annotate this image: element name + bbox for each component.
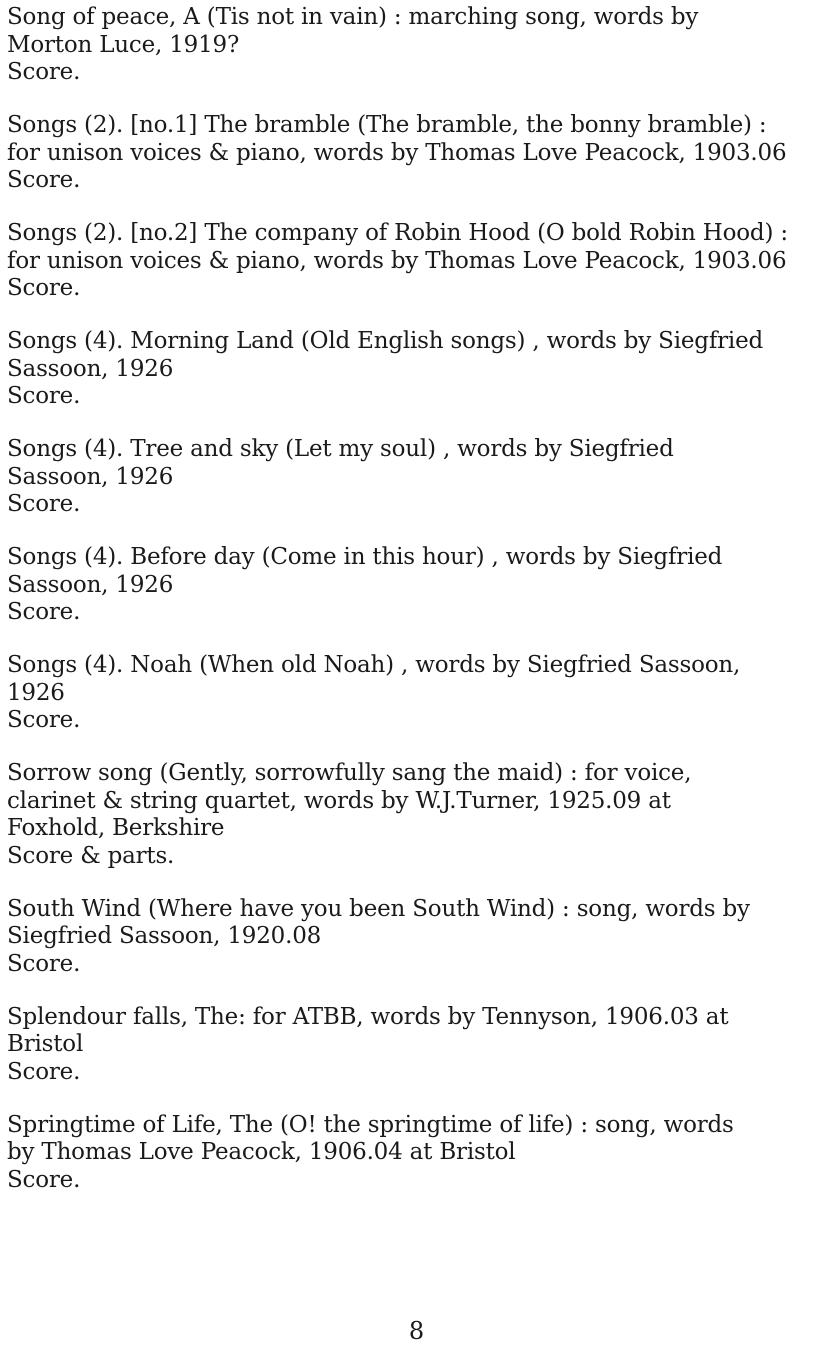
entry-format: Score.	[7, 707, 81, 733]
catalogue-entry	[7, 4, 829, 87]
entry-format: Score.	[7, 167, 81, 193]
entry-format: Score.	[7, 383, 81, 409]
entry-title-line: Springtime of Life, The (O! the springtime of life) : song, words	[7, 1111, 734, 1138]
entry-title-line: Sassoon, 1926	[7, 571, 174, 598]
entry-title-line: Sassoon, 1926	[7, 463, 174, 490]
entry-title-line: by Thomas Love Peacock, 1906.04 at Bristol	[7, 1139, 516, 1165]
entry-title-line: Sorrow song (Gently, sorrowfully sang the maid) : for voice,	[7, 760, 692, 786]
entry-title-line: Songs (2). [no.2] The company of Robin Hood (O bold Robin Hood) :	[7, 220, 788, 246]
catalogue-entry	[7, 896, 829, 979]
entry-format: Score.	[7, 1058, 81, 1085]
catalogue-entry	[7, 436, 829, 519]
entry-title-line: for unison voices & piano, words by Thomas Love Peacock, 1903.06	[7, 139, 787, 166]
entry-format: Score.	[7, 1166, 81, 1193]
entry-title-line: Songs (4). Noah (When old Noah) , words by Siegfried Sassoon,	[7, 652, 741, 678]
page-number: 8	[408, 1317, 425, 1345]
catalogue-entry	[7, 112, 829, 195]
entry-title-line: Morton Luce, 1919?	[7, 31, 240, 58]
entry-format: Score.	[7, 491, 81, 517]
catalogue-entry	[7, 1112, 829, 1195]
catalogue-entry	[7, 328, 829, 411]
entry-title-line: clarinet & string quartet, words by W.J.Turner, 1925.09 at	[7, 787, 671, 814]
catalogue-entry	[7, 652, 829, 735]
catalogue-entry	[7, 544, 829, 627]
entry-title-line: for unison voices & piano, words by Thomas Love Peacock, 1903.06	[7, 247, 787, 274]
entry-format: Score.	[7, 599, 81, 625]
entry-title-line: Foxhold, Berkshire	[7, 815, 225, 841]
entry-title-line: Songs (4). Tree and sky (Let my soul) , words by Siegfried	[7, 436, 674, 462]
catalogue-entry	[7, 760, 829, 870]
entry-title-line: South Wind (Where have you been South Wind) : song, words by	[7, 895, 750, 922]
entry-title-line: Siegfried Sassoon, 1920.08	[7, 923, 322, 949]
entry-title-line: Songs (4). Morning Land (Old English songs) , words by Siegfried	[7, 328, 764, 354]
entry-title-line: Sassoon, 1926	[7, 355, 174, 382]
entry-title-line: Songs (4). Before day (Come in this hour) , words by Siegfried	[7, 544, 723, 570]
entry-title-line: 1926	[7, 679, 65, 706]
entry-title-line: Splendour falls, The: for ATBB, words by Tennyson, 1906.03 at	[7, 1003, 729, 1030]
entry-format: Score.	[7, 59, 81, 85]
catalogue-entry	[7, 220, 829, 303]
catalogue-page	[7, 4, 829, 1220]
entry-format: Score.	[7, 950, 81, 977]
entry-format: Score.	[7, 275, 81, 301]
entry-title-line: Songs (2). [no.1] The bramble (The bramble, the bonny bramble) :	[7, 112, 767, 138]
entry-title-line: Bristol	[7, 1031, 84, 1057]
entry-title-line: Song of peace, A (Tis not in vain) : marching song, words by	[7, 4, 699, 30]
entry-format: Score & parts.	[7, 842, 175, 869]
catalogue-entry	[7, 1004, 829, 1087]
